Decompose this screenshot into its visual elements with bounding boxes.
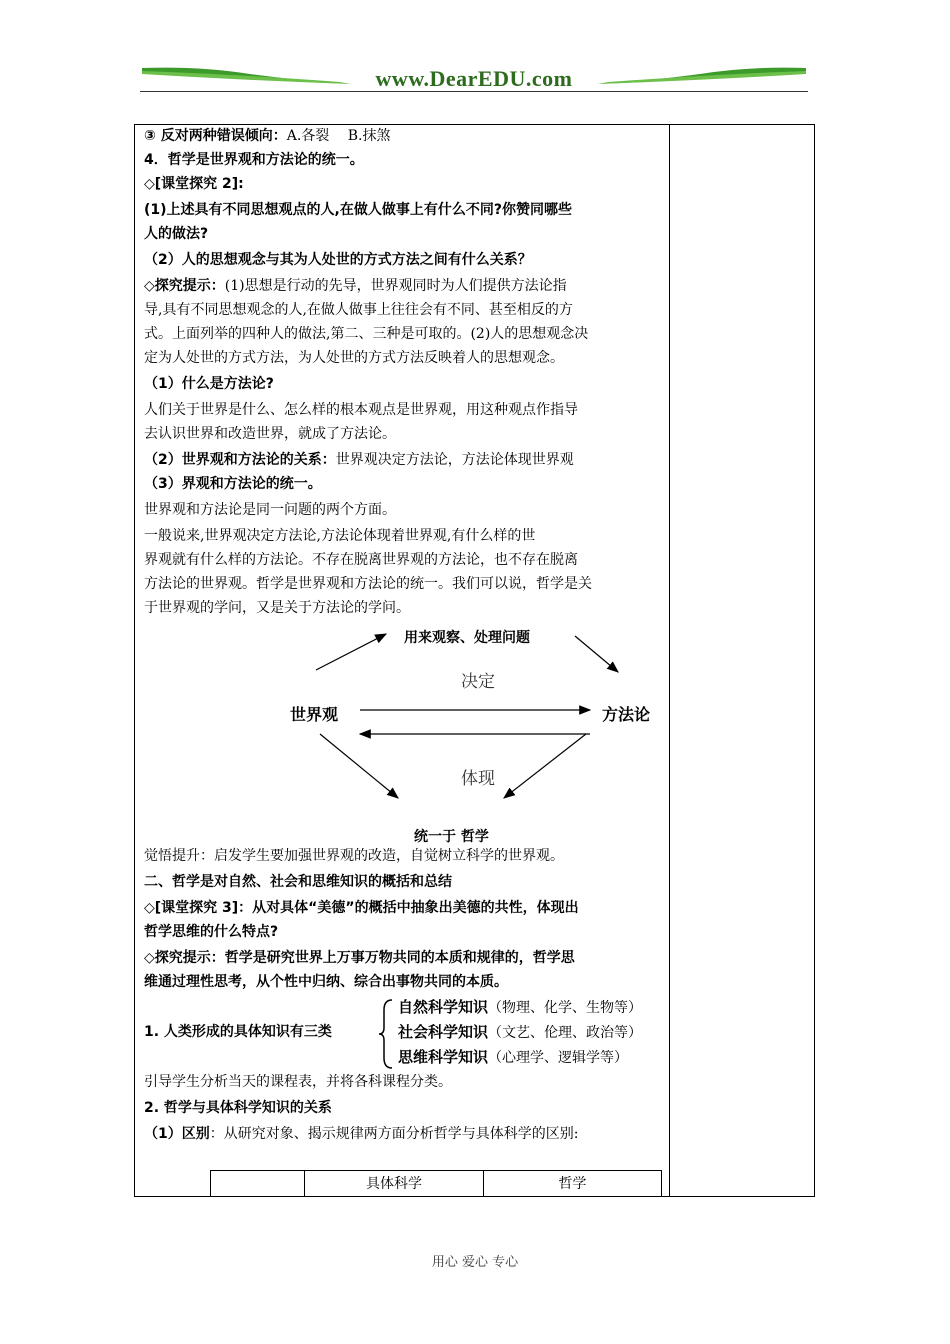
- text-line: [144, 1022, 332, 1042]
- text-line: [144, 126, 390, 146]
- text-segment: 维通过理性思考，从个性中归纳、综合出事物共同的本质。: [144, 974, 508, 990]
- text-line: [144, 500, 396, 520]
- header-rule: [140, 91, 808, 92]
- text-segment: 觉悟提升：启发学生要加强世界观的改造，自觉树立科学的世界观。: [144, 848, 564, 864]
- text-segment: 1. 人类形成的具体知识有三类: [144, 1024, 332, 1040]
- text-segment: ◇[课堂探究 2]:: [144, 176, 244, 192]
- text-line: [144, 150, 364, 170]
- text-line: [144, 1072, 452, 1092]
- knowledge-name: 思维科学知识: [398, 1048, 489, 1066]
- knowledge-item: [398, 1046, 628, 1069]
- text-line: [144, 250, 532, 270]
- text-segment: （1）什么是方法论?: [144, 376, 274, 392]
- knowledge-note: （物理、化学、生物等）: [488, 1000, 643, 1016]
- text-line: [144, 526, 535, 546]
- page-footer: 用心 爱心 专心: [431, 1255, 519, 1270]
- text-line: [144, 400, 578, 420]
- text-segment: （1）区别: [144, 1126, 210, 1142]
- text-segment: （3）界观和方法论的统一。: [144, 476, 322, 492]
- text-line: [144, 276, 567, 296]
- text-segment: ③ 反对两种错误倾向：: [144, 128, 287, 144]
- text-line: [144, 922, 278, 942]
- text-line: [144, 224, 208, 244]
- text-line: [144, 450, 574, 470]
- text-segment: （2）人的思想观念与其为人处世的方式方法之间有什么关系？: [144, 252, 532, 268]
- text-segment: 世界观决定方法论，方法论体现世界观: [335, 452, 574, 468]
- text-segment: 4．哲学是世界观和方法论的统一。: [144, 152, 364, 168]
- text-segment: 2. 哲学与具体科学知识的关系: [144, 1100, 332, 1116]
- diagram-embody-label: 体现: [461, 769, 495, 789]
- knowledge-item: [398, 1021, 642, 1044]
- knowledge-name: 自然科学知识: [398, 998, 489, 1016]
- comparison-table: [210, 1170, 662, 1196]
- text-line: [144, 948, 575, 968]
- comparison-header-blank: [211, 1171, 304, 1197]
- text-segment: ◇探究提示：哲学是研究世界上万事万物共同的本质和规律的，哲学思: [144, 950, 575, 966]
- text-segment: 界观就有什么样的方法论。不存在脱离世界观的方法论，也不存在脱离: [144, 552, 578, 568]
- text-line: [144, 598, 410, 618]
- text-line: [144, 424, 396, 444]
- text-line: [144, 348, 564, 368]
- text-line: [144, 872, 452, 892]
- comparison-header-philosophy: 哲学: [558, 1176, 587, 1192]
- text-line: [144, 1124, 578, 1144]
- arrow-methodology-to-philosophy: [504, 734, 586, 798]
- text-segment: (1)上述具有不同思想观点的人,在做人做事上有什么不同?你赞同哪些: [144, 202, 572, 218]
- text-segment: 于世界观的学问，又是关于方法论的学问。: [144, 600, 410, 616]
- diagram-bottom-label: 统一于 哲学: [414, 829, 489, 845]
- arrow-top-to-methodology: [575, 636, 618, 672]
- text-line: [144, 300, 573, 320]
- text-segment: 一般说来,世界观决定方法论,方法论体现着世界观,有什么样的世: [144, 528, 536, 544]
- text-line: [144, 846, 564, 866]
- text-segment: 哲学思维的什么特点?: [144, 924, 279, 940]
- text-line: [144, 200, 572, 220]
- knowledge-note: （文艺、伦理、政治等）: [488, 1025, 643, 1041]
- site-header: [140, 62, 808, 94]
- text-segment: ：从研究对象、揭示规律两方面分析哲学与具体科学的区别:: [209, 1126, 579, 1142]
- diagram-top-label: 用来观察、处理问题: [404, 630, 530, 646]
- diagram-methodology: 方法论: [602, 705, 651, 724]
- brace-icon: [378, 998, 394, 1070]
- knowledge-item: [398, 996, 642, 1019]
- text-segment: 二、哲学是对自然、社会和思维知识的概括和总结: [144, 874, 452, 890]
- text-segment: 方法论的世界观。哲学是世界观和方法论的统一。我们可以说，哲学是关: [144, 576, 592, 592]
- text-line: [144, 474, 322, 494]
- text-line: [144, 374, 274, 394]
- arrow-worldview-to-top: [316, 634, 386, 670]
- text-line: [144, 174, 244, 194]
- text-line: [144, 972, 508, 992]
- text-segment: ◇[课堂探究 3]：从对具体“美德”的概括中抽象出美德的共性，体现出: [144, 900, 579, 916]
- text-segment: 导,具有不同思想观念的人,在做人做事上往往会有不同、甚至相反的方: [144, 302, 573, 318]
- arrow-worldview-to-philosophy: [320, 734, 398, 798]
- text-line: [144, 550, 578, 570]
- text-line: [144, 324, 588, 344]
- text-segment: 引导学生分析当天的课程表，并将各科课程分类。: [144, 1074, 452, 1090]
- text-segment: 定为人处世的方式方法，为人处世的方式方法反映着人的思想观念。: [144, 350, 564, 366]
- text-segment: 人的做法?: [144, 226, 209, 242]
- comparison-header-science: 具体科学: [366, 1176, 422, 1192]
- text-segment: 式。上面列举的四种人的做法,第二、三种是可取的。(2)人的思想观念决: [144, 326, 589, 342]
- text-line: [144, 574, 592, 594]
- knowledge-note: （心理学、逻辑学等）: [488, 1050, 629, 1066]
- worldview-methodology-diagram: [270, 622, 670, 847]
- text-line: [144, 1098, 332, 1118]
- text-line: [144, 898, 579, 918]
- text-segment: (1)思想是行动的先导，世界观同时为人们提供方法论指: [224, 278, 567, 294]
- diagram-decide-label: 决定: [461, 672, 495, 692]
- text-segment: 世界观和方法论是同一问题的两个方面。: [144, 502, 396, 518]
- text-segment: A.各裂 B.抹煞: [286, 128, 391, 144]
- diagram-arrows: [270, 622, 670, 847]
- knowledge-name: 社会科学知识: [398, 1023, 489, 1041]
- site-url: www.DearEDU.com: [375, 66, 573, 91]
- text-segment: 去认识世界和改造世界，就成了方法论。: [144, 426, 396, 442]
- text-segment: ◇探究提示：: [144, 278, 225, 294]
- text-segment: （2）世界观和方法论的关系：: [144, 452, 336, 468]
- diagram-worldview: 世界观: [290, 705, 339, 724]
- text-segment: 人们关于世界是什么、怎么样的根本观点是世界观，用这种观点作指导: [144, 402, 578, 418]
